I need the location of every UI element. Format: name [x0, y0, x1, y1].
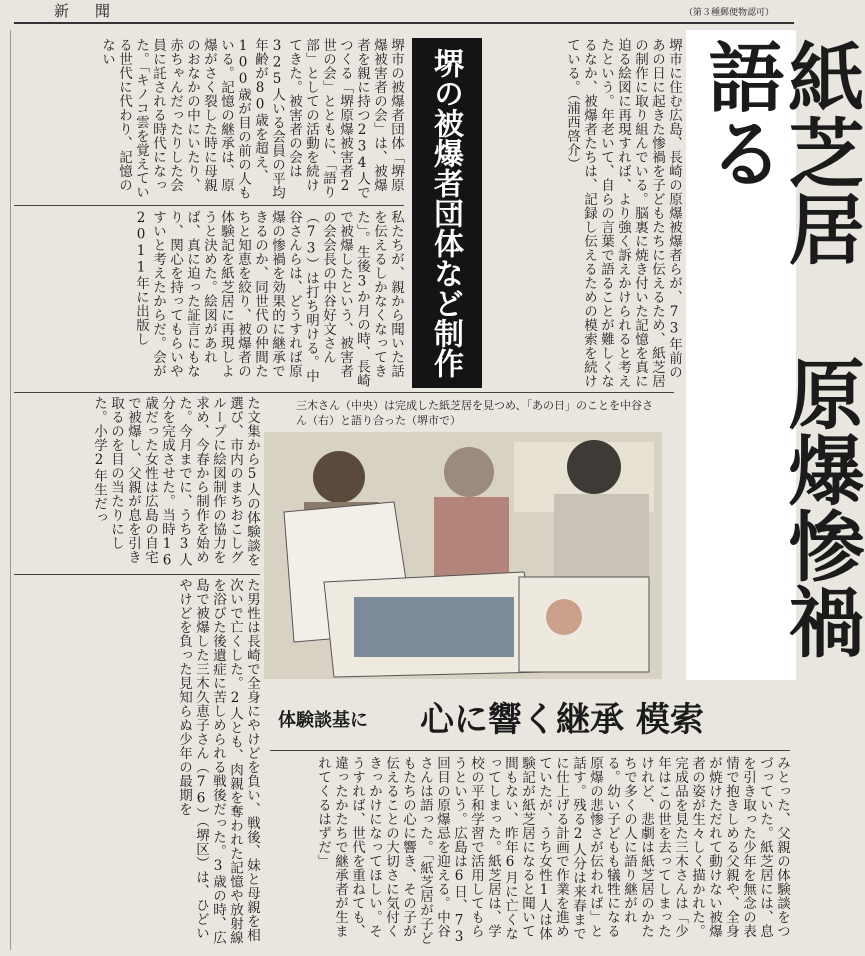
subhead-big: 心に響く継承 模索 [420, 700, 704, 740]
subhead-small: 体験談基に [278, 710, 368, 731]
photo-caption: 三木さん（中央）は完成した紙芝居を見つめ、「あの日」のことを中谷さん（右）と語り合った（堺市で） [296, 399, 654, 427]
postal-notice: （第３種郵便物認可） [683, 8, 774, 18]
body-row2: た文集から5人の体験談を選び、市内のまちおこしグループに絵図制作の協力を求め、今春から制作を始めた。今月までに、うち3人分を完成させた。当時16歳だった女性は広島の自宅で被爆し、父親が息を引き取るのを目の当たりにした。小学2年生だっ [91, 396, 260, 569]
column-rule [14, 574, 260, 575]
body-row3-left: た男性は長崎で全身にやけどを負い、戦後、妹と母親を相次いで亡くした。2人とも、肉親を奪われた記憶や放射線を浴びた後遺症に苦しめられる戦後だった。3歳の時、広島で被爆した三木久恵子さん（76）（堺区）は、ひどいやけどを負った見知らぬ少年の最期を [176, 578, 260, 945]
left-margin [0, 30, 11, 950]
paper-name: 新聞 [54, 2, 137, 20]
body-row1-right: 堺市の被爆者団体「堺原爆被害者の会」は、被爆者を親に持つ234人でつくる「堺原爆被害者2世の会」とともに、「語り部」としての活動を続けてきた。被害者の会は325人いる会員の平均年齢が80歳を超え、100歳が目の前の人もいる。記憶の継承は、原爆がさく裂した時に母親のおなかの中にいたり、赤ちゃんだったりした会員に託される時代になった。「キノコ雲を覚えている世代に代わり、記憶のない [99, 38, 404, 200]
headline-box [686, 30, 865, 680]
news-photo [264, 432, 662, 679]
masthead [14, 0, 794, 24]
horizontal-subhead [270, 692, 790, 748]
column-rule [14, 392, 674, 393]
headline: 紙芝居 原爆惨禍語る [696, 38, 865, 659]
column-rule [14, 205, 404, 206]
body-row3-right: みとった、父親の体験談をつづっていた。紙芝居には、息を引き取った少年を無念の表情で抱きしめる父親や、全身が焼けただれて動けない被爆者の姿が生々しく描かれた。完成品を見た三木さんは「少年はこの世を去ってしまったけれど、悲劇は紙芝居のかたちで多くの人に語り継がれる。幼い子どもも犠牲になる原爆の悲惨さが伝われば」と話す。残る2人分は来春までに仕上げる計画で作業を進めていたが、うち女性1人は体験記が紙芝居になると聞いて間もない、昨年6月に亡くなってしまった。紙芝居は、学校の平和学習で活用してもらうという。広島は6日、73回目の原爆忌を迎える。中谷さんは語った。「紙芝居が子どもたちの心に響き、その子が伝えることの大切さに気付くきっかけになってほしい。そうすれば、世代を重ねても、違ったかたちで継承者が生まれてくるはずだ」 [315, 756, 790, 946]
subhead-box [412, 38, 482, 388]
column-rule [270, 750, 790, 751]
lead-text: 堺市に住む広島、長崎の原爆被爆者らが、73年前のあの日に起きた惨禍を子どもたちに伝えるため、紙芝居の制作に取り組んでいる。脳裏に焼き付いた記憶を真に迫る絵図に再現すれば、より強く訴えかけられると考えたという。年老いて、自らの言葉で語ることが難しくなるなか、被爆者たちは、記録し伝えるための模索を続けている。（浦西啓介） [564, 38, 682, 388]
photo-illustration [264, 432, 662, 679]
body-row1-mid: 私たちが、親から聞いた話を伝えるしかなくなってきた」。生後3か月の時、長崎で被爆したという、被害者の会会長の中谷好文さん（73）は打ち明ける。中谷さんらは、どうすれば原爆の惨禍を効果的に継承できるのか、同世代の仲間たちと知恵を絞り、被爆者の体験記を紙芝居に再現しようと決めた。絵図があれば、真に迫った証言にもなり、関心を持ってもらいやすいと考えたからだ。会が2011年に出版し [133, 210, 404, 388]
subhead-vertical: 堺の被爆者団体など制作 [428, 48, 463, 378]
